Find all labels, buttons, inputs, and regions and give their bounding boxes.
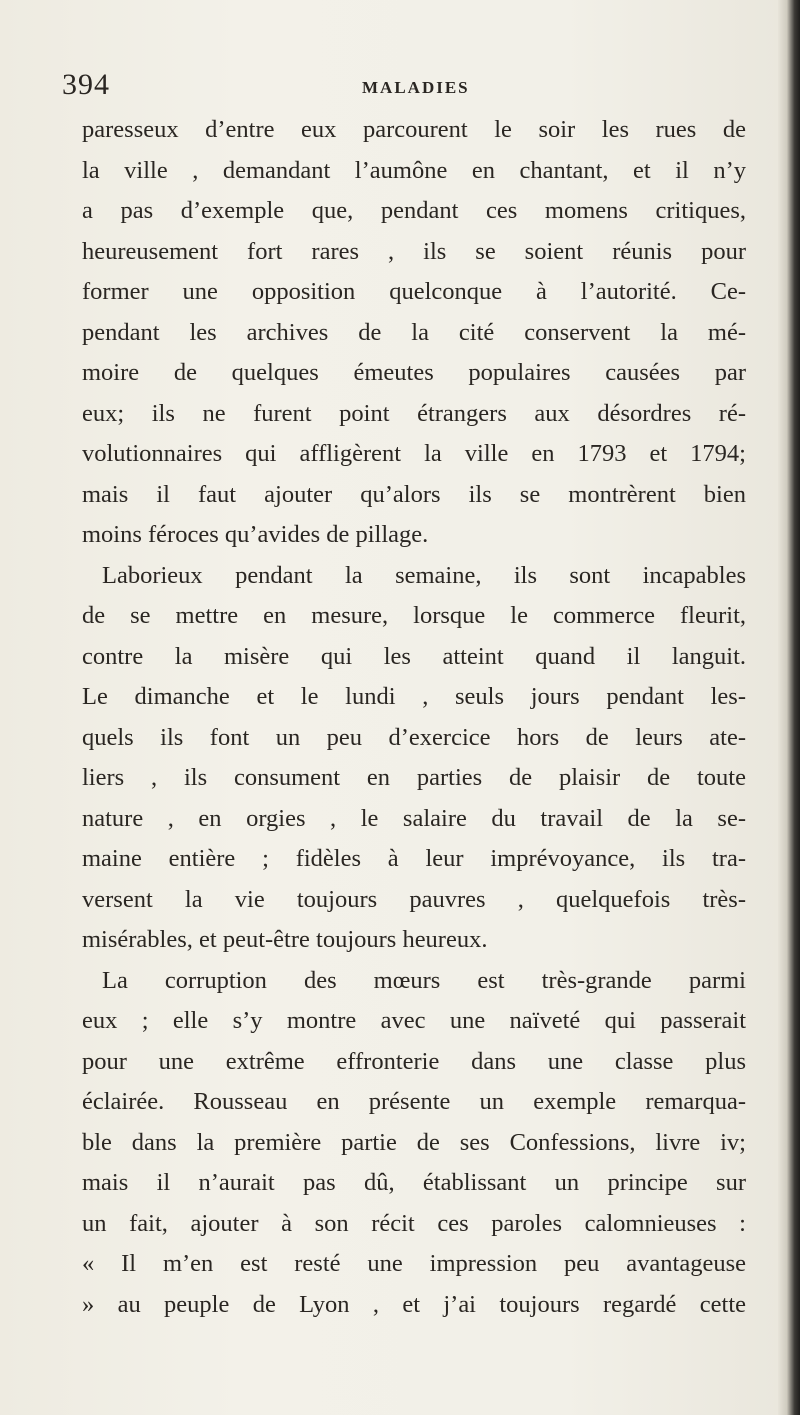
text-line: volutionnaires qui affligèrent la ville en 1793 et 1794; (82, 440, 746, 467)
text-line: a pas d’exemple que, pendant ces momens critiques, (82, 197, 746, 224)
text-line: Laborieux pendant la semaine, ils sont incapables (102, 561, 746, 589)
text-line: un fait, ajouter à son récit ces paroles calomnieuses : (82, 1209, 746, 1237)
text-line: La corruption des mœurs est très-grande parmi (102, 966, 746, 994)
body-text (82, 110, 746, 1325)
text-line: versent la vie toujours pauvres , quelquefois très- (82, 885, 746, 913)
page-header (62, 68, 742, 108)
text-line: pendant les archives de la cité conservent la mé- (82, 318, 746, 346)
text-line: ble dans la première partie de ses Confessions, livre iv; (82, 1128, 746, 1156)
text-line: eux; ils ne furent point étrangers aux désordres ré- (82, 399, 746, 427)
running-head: MALADIES (362, 78, 470, 97)
text-line: mais il faut ajouter qu’alors ils se montrèrent bien (82, 480, 746, 508)
text-line: mais il n’aurait pas dû, établissant un principe sur (82, 1169, 746, 1196)
text-line: maine entière ; fidèles à leur imprévoyance, ils tra- (82, 845, 746, 872)
text-line: de se mettre en mesure, lorsque le commerce fleurit, (82, 602, 746, 629)
text-line: la ville , demandant l’aumône en chantant, et il n’y (82, 156, 746, 184)
text-line: quels ils font un peu d’exercice hors de leurs ate- (82, 723, 746, 751)
text-line: « Il m’en est resté une impression peu avantageuse (82, 1250, 746, 1277)
text-line: eux ; elle s’y montre avec une naïveté qui passerait (82, 1007, 746, 1034)
text-line: Le dimanche et le lundi , seuls jours pendant les- (82, 683, 746, 710)
text-line: » au peuple de Lyon , et j’ai toujours regardé cette (82, 1290, 746, 1318)
page-edge-shadow (778, 0, 800, 1415)
text-line: former une opposition quelconque à l’autorité. Ce- (82, 278, 746, 305)
text-line: pour une extrême effronterie dans une classe plus (82, 1047, 746, 1075)
text-line: paresseux d’entre eux parcourent le soir les rues de (82, 116, 746, 143)
text-line: moire de quelques émeutes populaires causées par (82, 359, 746, 386)
text-line: misérables, et peut-être toujours heureux. (82, 926, 488, 953)
text-line: contre la misère qui les atteint quand il languit. (82, 642, 746, 670)
text-line: éclairée. Rousseau en présente un exemple remarqua- (82, 1088, 746, 1115)
page-number: 394 (62, 68, 110, 101)
text-line: nature , en orgies , le salaire du travail de la se- (82, 804, 746, 832)
text-line: liers , ils consument en parties de plaisir de toute (82, 764, 746, 791)
text-line: moins féroces qu’avides de pillage. (82, 521, 429, 548)
text-line: heureusement fort rares , ils se soient réunis pour (82, 237, 746, 265)
